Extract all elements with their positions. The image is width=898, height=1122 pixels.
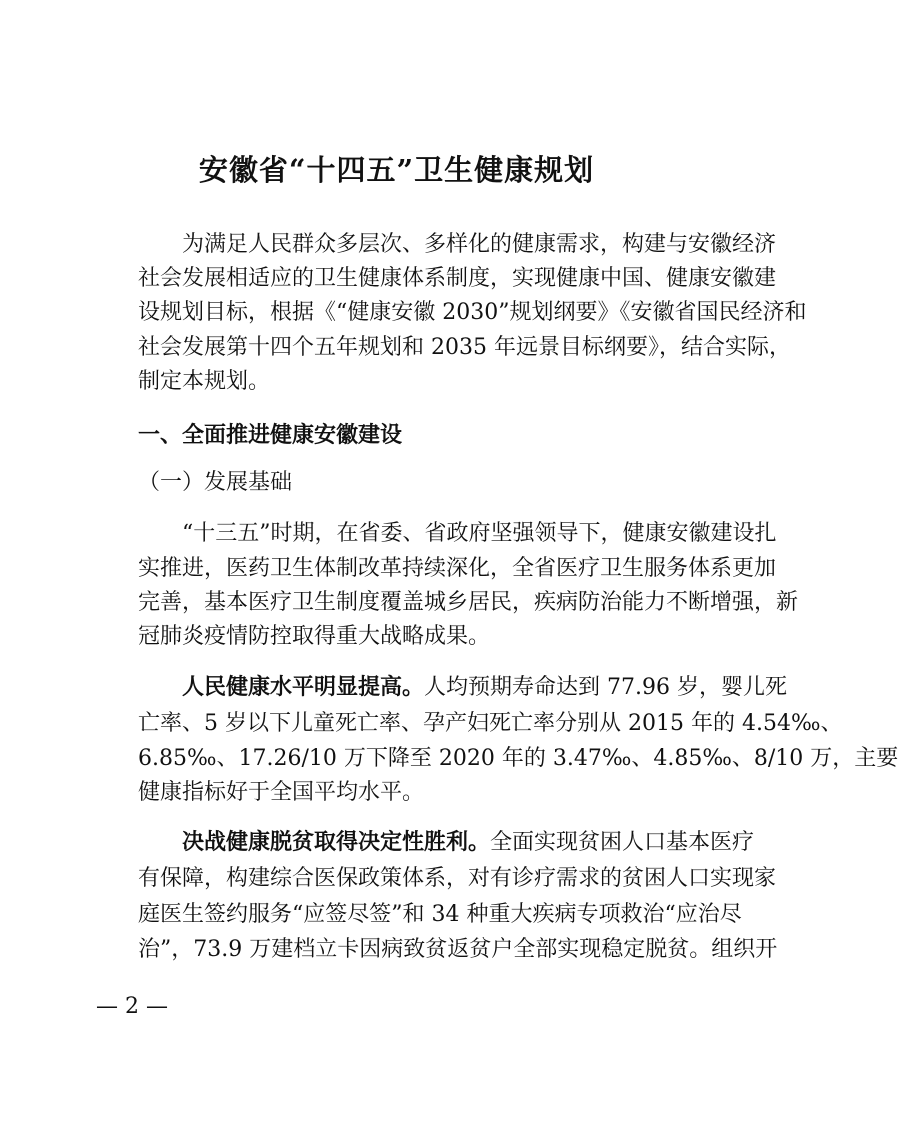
intro-line-4: 社会发展第十四个五年规划和 2035 年远景目标纲要》，结合实际，	[138, 335, 791, 360]
document-title: 安徽省“十四五”卫生健康规划	[198, 153, 595, 187]
para2-lead: 人民健康水平明显提高。	[182, 675, 425, 700]
para3-line-4: 治”，73.9 万建档立卡因病致贫返贫户全部实现稳定脱贫。组织开	[138, 937, 778, 962]
para1-line-1: “十三五”时期，在省委、省政府坚强领导下，健康安徽建设扎	[182, 521, 777, 546]
para3-lead: 决战健康脱贫取得决定性胜利。	[182, 830, 491, 855]
intro-line-5: 制定本规划。	[138, 369, 271, 394]
para2-first-rest: 人均预期寿命达到 77.96 岁，婴儿死	[424, 675, 787, 700]
intro-line-2: 社会发展相适应的卫生健康体系制度，实现健康中国、健康安徽建	[138, 266, 777, 291]
para3-first-rest: 全面实现贫困人口基本医疗	[490, 830, 755, 855]
para2-line-4: 健康指标好于全国平均水平。	[138, 780, 425, 805]
intro-line-1: 为满足人民群众多层次、多样化的健康需求，构建与安徽经济	[182, 232, 777, 257]
para1-line-2: 实推进，医药卫生体制改革持续深化，全省医疗卫生服务体系更加	[138, 556, 777, 581]
intro-line-3: 设规划目标，根据《“健康安徽 2030”规划纲要》《安徽省国民经济和	[138, 300, 807, 325]
para1-line-3: 完善，基本医疗卫生制度覆盖城乡居民，疾病防治能力不断增强，新	[138, 590, 799, 615]
para2-line-2: 亡率、5 岁以下儿童死亡率、孕产妇死亡率分别从 2015 年的 4.54‰、	[138, 711, 843, 736]
para2-line-1	[182, 673, 787, 703]
para3-line-3: 庭医生签约服务“应签尽签”和 34 种重大疾病专项救治“应治尽	[138, 902, 742, 927]
para3-line-1	[182, 828, 755, 858]
page-number: — 2 —	[96, 994, 168, 1019]
para2-line-3: 6.85‰、17.26/10 万下降至 2020 年的 3.47‰、4.85‰、8/10 万，主要	[138, 746, 898, 771]
para1-line-4: 冠肺炎疫情防控取得重大战略成果。	[138, 624, 491, 649]
subsection-heading: （一）发展基础	[138, 470, 293, 495]
section-heading: 一、全面推进健康安徽建设	[138, 423, 403, 448]
para3-line-2: 有保障，构建综合医保政策体系，对有诊疗需求的贫困人口实现家	[138, 866, 777, 891]
